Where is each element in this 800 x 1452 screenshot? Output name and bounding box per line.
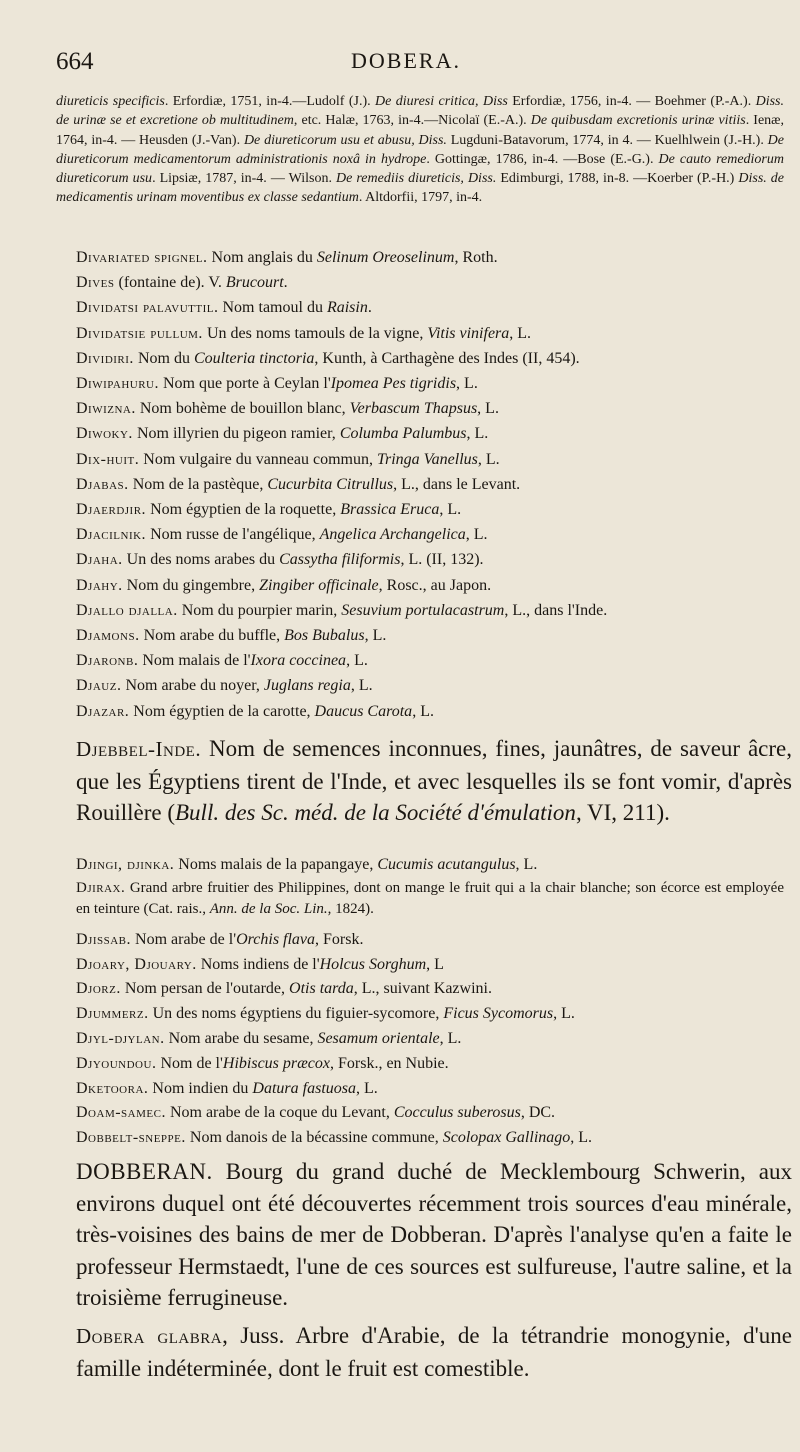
plain-text: , L. xyxy=(553,1005,575,1023)
plain-text: , L., suivant Kazwini. xyxy=(353,980,492,998)
plain-text: Nom russe de l'angélique, xyxy=(146,526,320,544)
italic-text: De remediis diureticis, Diss. xyxy=(336,171,497,187)
plain-text: Nom persan de l'outarde, xyxy=(120,980,290,998)
dictionary-entry xyxy=(76,1126,784,1151)
entry-headword: Dix-huit. xyxy=(76,450,140,468)
entry-headword: Dobera glabra xyxy=(76,1324,223,1348)
dictionary-entry xyxy=(76,878,784,920)
plain-text: , L. xyxy=(466,425,489,443)
dictionary-entry xyxy=(76,599,784,624)
plain-text: , L. xyxy=(412,702,434,720)
page-number: 664 xyxy=(56,48,94,75)
italic-text: Ixora coccinea xyxy=(250,652,347,670)
plain-text: , Forsk. xyxy=(315,930,364,948)
plain-text: Nom que porte à Ceylan l' xyxy=(158,375,331,392)
dictionary-entry xyxy=(76,296,784,321)
plain-text: Lugduni-Batavorum, 1774, in 4. — Kuelhlwein (J.-H.). xyxy=(446,132,768,148)
entry-dobberan xyxy=(76,1156,792,1314)
italic-text: Juglans regia xyxy=(263,677,351,695)
italic-text: Cocculus suberosus xyxy=(393,1104,521,1122)
italic-text: Angelica Archangelica xyxy=(319,526,466,544)
plain-text: , L. xyxy=(364,627,387,644)
italic-text: Ann. de la Soc. Lin. xyxy=(209,900,328,917)
dictionary-entry xyxy=(76,372,784,397)
italic-text: Zingiber officinale xyxy=(259,576,379,594)
entry-headword: Djaha. xyxy=(76,551,123,569)
plain-text: Nom du xyxy=(133,349,194,367)
plain-text: Nom vulgaire du vanneau commun, xyxy=(139,450,377,468)
entry-headword: Dividatsie pullum. xyxy=(76,324,203,342)
plain-text: , L., dans l'Inde. xyxy=(504,601,608,619)
plain-text: . Altdorfii, 1797, in-4. xyxy=(358,190,483,206)
entry-headword: Diwizna. xyxy=(76,400,136,418)
plain-text: , L. xyxy=(456,375,478,392)
entry-headword: Djebbel-Inde. xyxy=(76,737,202,761)
italic-text: Sesamum orientale xyxy=(317,1030,440,1047)
entry-headword: Djacilnik. xyxy=(76,526,147,544)
dictionary-entry xyxy=(76,1052,784,1077)
entry-headword: Djingi, djinka. xyxy=(76,856,175,873)
plain-text: . xyxy=(283,274,288,292)
plain-text: Nom bohème de bouillon blanc, xyxy=(135,400,350,418)
italic-text: Scolopax Gallinago xyxy=(442,1129,571,1147)
dictionary-entry xyxy=(76,397,784,422)
plain-text: Nom arabe du noyer, xyxy=(121,677,264,695)
plain-text: , L. xyxy=(465,526,488,544)
entry-headword: Djyoundou. xyxy=(76,1054,157,1072)
plain-text: . Gottingæ, 1786, in-4. —Bose (E.-G.). xyxy=(426,151,659,167)
dictionary-entry xyxy=(76,1027,784,1052)
plain-text: Nom arabe de la coque du Levant, xyxy=(165,1104,394,1122)
plain-text: , L. xyxy=(509,324,532,342)
dictionary-entry xyxy=(76,574,784,599)
entry-headword: Djyl-djylan. xyxy=(76,1030,165,1047)
plain-text: , VI, 211). xyxy=(575,800,670,825)
dictionary-entry xyxy=(76,498,784,523)
dictionary-entry xyxy=(76,953,784,978)
plain-text: Nom arabe du buffle, xyxy=(139,627,285,644)
plain-text: (fontaine de). V. xyxy=(114,274,226,292)
entry-headword: Djallo djalla. xyxy=(76,601,178,619)
italic-text: De diuresi critica, Diss xyxy=(375,94,508,109)
dictionary-entry xyxy=(76,624,784,649)
plain-text: Noms indiens de l' xyxy=(196,955,320,973)
plain-text: , Kunth, à Carthagène des Indes (II, 454). xyxy=(314,349,580,367)
bibliography-paragraph xyxy=(56,92,784,208)
plain-text: . Erfordiæ, 1751, in-4.—Ludolf (J.). xyxy=(164,94,376,109)
entry-headword: Djoary, Djouary. xyxy=(76,955,197,973)
plain-text: Nom illyrien du pigeon ramier, xyxy=(132,425,340,443)
dictionary-entry xyxy=(76,1077,784,1102)
italic-text: De quibusdam excretionis urinæ vitiis xyxy=(530,113,746,129)
plain-text: , L., dans le Levant. xyxy=(393,475,521,493)
entry-headword: Djabas. xyxy=(76,475,129,493)
italic-text: Ficus Sycomorus xyxy=(443,1005,554,1023)
entry-headword: Diwoky. xyxy=(76,425,133,443)
entry-headword: Djummerz. xyxy=(76,1005,149,1023)
entry-headword: Djahy. xyxy=(76,576,123,594)
plain-text: Nom anglais du xyxy=(207,249,317,266)
dictionary-entry xyxy=(76,1002,784,1027)
italic-text: Otis tarda xyxy=(289,980,354,998)
plain-text: , L. xyxy=(346,652,368,670)
italic-text: Bos Bubalus xyxy=(284,627,365,644)
italic-text: Hibiscus præcox xyxy=(222,1054,330,1072)
entry-headword: Djaerdjir. xyxy=(76,501,147,518)
page-header xyxy=(56,48,756,82)
plain-text: , etc. Halæ, 1763, in-4.—Nicolaï (E.-A.). xyxy=(293,113,531,129)
dictionary-entry xyxy=(76,1101,784,1126)
plain-text: Nom tamoul du xyxy=(218,299,327,317)
italic-text: Daucus Carota xyxy=(314,702,413,720)
plain-text: , L. xyxy=(570,1129,593,1147)
plain-text: . xyxy=(367,299,372,317)
italic-text: Brucourt xyxy=(225,274,284,292)
plain-text: Nom arabe du sesame, xyxy=(164,1030,318,1047)
plain-text: Nom de l' xyxy=(156,1054,223,1072)
plain-text: Nom arabe de l' xyxy=(131,930,237,948)
entry-dobera-glabra xyxy=(76,1320,792,1384)
plain-text: Nom égyptien de la roquette, xyxy=(146,501,341,518)
italic-text: Selinum Oreoselinum xyxy=(316,249,455,266)
entry-headword: DOBBERAN. xyxy=(76,1159,213,1184)
dictionary-entry xyxy=(76,977,784,1002)
running-head: DOBERA. xyxy=(351,48,461,73)
italic-text: Coulteria tinctoria xyxy=(193,349,315,367)
entry-headword: Doam-samec. xyxy=(76,1104,166,1122)
italic-text: Sesuvium portulacastrum xyxy=(341,601,505,619)
entry-headword: Dobbelt-sneppe. xyxy=(76,1129,186,1147)
dictionary-entry xyxy=(76,322,784,347)
italic-text: diureticis specificis xyxy=(56,94,165,109)
italic-text: De cauto remediorum diureticorum usu xyxy=(56,151,784,187)
plain-text: , L. xyxy=(439,501,462,518)
plain-text: , DC. xyxy=(520,1104,556,1122)
plain-text: , L xyxy=(426,955,444,973)
italic-text: Verbascum Thapsus xyxy=(349,400,478,418)
entry-headword: Djauz. xyxy=(76,677,122,695)
dictionary-entry xyxy=(76,422,784,447)
entry-headword: Djissab. xyxy=(76,930,132,948)
plain-text: , L. (II, 132). xyxy=(400,551,484,569)
entry-headword: Djirax. xyxy=(76,879,126,896)
plain-text: , L. xyxy=(356,1079,378,1097)
plain-text: , Juss. Arbre d'Arabie, de la tétrandrie monogynie, d'une famille indéterminée, dont le fruit est comestible. xyxy=(76,1323,792,1381)
plain-text: Un des noms égyptiens du figuier-sycomore, xyxy=(148,1005,444,1023)
dictionary-entry xyxy=(76,674,784,699)
entry-headword: Dives xyxy=(76,274,115,292)
plain-text: , L. xyxy=(515,856,538,873)
plain-text: , Roth. xyxy=(454,249,498,266)
italic-text: Diss. de medicamentis urinam moventibus ex classe sedantium xyxy=(56,171,785,206)
entry-headword: Dividiri. xyxy=(76,349,134,367)
plain-text: Un des noms arabes du xyxy=(122,551,280,569)
dictionary-entry xyxy=(76,649,784,674)
italic-text: Datura fastuosa xyxy=(252,1079,356,1097)
dictionary-entry xyxy=(76,700,784,725)
dictionary-entry xyxy=(76,928,784,953)
plain-text: Grand arbre fruitier des Philippines, dont on mange le fruit qui a la chair blanche; son écorce est employée en teinture (Cat. rais., xyxy=(76,879,784,917)
italic-text: De diureticorum medicamentorum administrationis noxâ in hydrope xyxy=(56,132,784,167)
plain-text: , Rosc., au Japon. xyxy=(378,576,492,594)
entry-headword: Djaronb. xyxy=(76,652,139,670)
dictionary-entry xyxy=(76,246,784,271)
entry-headword: Djazar. xyxy=(76,702,130,720)
italic-text: Orchis flava xyxy=(236,930,316,948)
entry-headword: Djorz. xyxy=(76,980,121,998)
italic-text: Raisin xyxy=(326,299,368,317)
plain-text: Nom malais de l' xyxy=(138,652,251,670)
entry-headword: Dketoora. xyxy=(76,1079,149,1097)
italic-text: De diureticorum usu et abusu, Diss. xyxy=(243,132,447,148)
italic-text: Cucurbita Citrullus xyxy=(267,475,394,493)
plain-text: Nom égyptien de la carotte, xyxy=(129,702,315,720)
plain-text: Un des noms tamouls de la vigne, xyxy=(202,324,428,342)
plain-text: Edimburgi, 1788, in-8. —Koerber (P.-H.) xyxy=(496,171,739,187)
plain-text: Nom du gingembre, xyxy=(122,576,260,594)
plain-text: , L. xyxy=(477,400,499,418)
entry-djebbel-inde xyxy=(76,733,792,829)
italic-text: Holcus Sorghum xyxy=(319,955,427,973)
dictionary-entry xyxy=(76,523,784,548)
plain-text: , L. xyxy=(350,677,373,695)
italic-text: Bull. des Sc. méd. de la Société d'émulation xyxy=(175,800,576,825)
plain-text: , Forsk., en Nubie. xyxy=(330,1054,449,1072)
italic-text: Cucumis acutangulus xyxy=(377,856,516,873)
dictionary-entry xyxy=(76,473,784,498)
dictionary-entry xyxy=(76,347,784,372)
plain-text: Bourg du grand duché de Mecklembourg Schwerin, aux environs duquel ont été découvertes récemment trois sources d'eau minérale, très-voisines des bains de mer de Dobberan. D'après l'analyse qu'en a faite le professeur Hermstaedt, l'une de ces sources est sulfureuse, l'autre saline, et la troisième ferrugineuse. xyxy=(76,1159,792,1310)
plain-text: . Ienæ, 1764, in-4. — Heusden (J.-Van). xyxy=(56,113,784,148)
plain-text: , 1824). xyxy=(327,900,374,917)
italic-text: Brassica Eruca xyxy=(340,501,440,518)
dictionary-entry xyxy=(76,853,784,878)
plain-text: Noms malais de la papangaye, xyxy=(174,856,378,873)
entry-headword: Djamons. xyxy=(76,627,140,644)
plain-text: Nom de semences inconnues, fines, jaunâtres, de saveur âcre, que les Égyptiens tirent de l'Inde, et avec lesquelles ils se font vomir, d'après Rouillère ( xyxy=(76,736,792,825)
entry-headword: Diwipahuru. xyxy=(76,375,159,392)
plain-text: Nom du pourpier marin, xyxy=(177,601,342,619)
italic-text: Vitis vinifera xyxy=(427,324,510,342)
plain-text: Erfordiæ, 1756, in-4. — Boehmer (P.-A.). xyxy=(507,94,756,109)
plain-text: Nom indien du xyxy=(148,1079,253,1097)
dictionary-entry xyxy=(76,548,784,573)
dictionary-entry xyxy=(76,271,784,296)
plain-text: . Lipsiæ, 1787, in-4. — Wilson. xyxy=(152,171,336,187)
italic-text: Diss. de urinæ se et excretione ob multitudinem xyxy=(56,94,784,129)
italic-text: Columba Palumbus xyxy=(339,425,467,443)
entry-headword: Dividatsi palavuttil. xyxy=(76,299,219,317)
italic-text: Ipomea Pes tigridis xyxy=(330,375,457,392)
dictionary-entry xyxy=(76,448,784,473)
plain-text: , L. xyxy=(477,450,500,468)
italic-text: Tringa Vanellus xyxy=(376,450,478,468)
italic-text: Cassytha filiformis xyxy=(279,551,401,569)
plain-text: , L. xyxy=(439,1030,462,1047)
plain-text: Nom danois de la bécassine commune, xyxy=(185,1129,443,1147)
entry-headword: Divariated spignel. xyxy=(76,249,208,266)
plain-text: Nom de la pastèque, xyxy=(128,475,268,493)
